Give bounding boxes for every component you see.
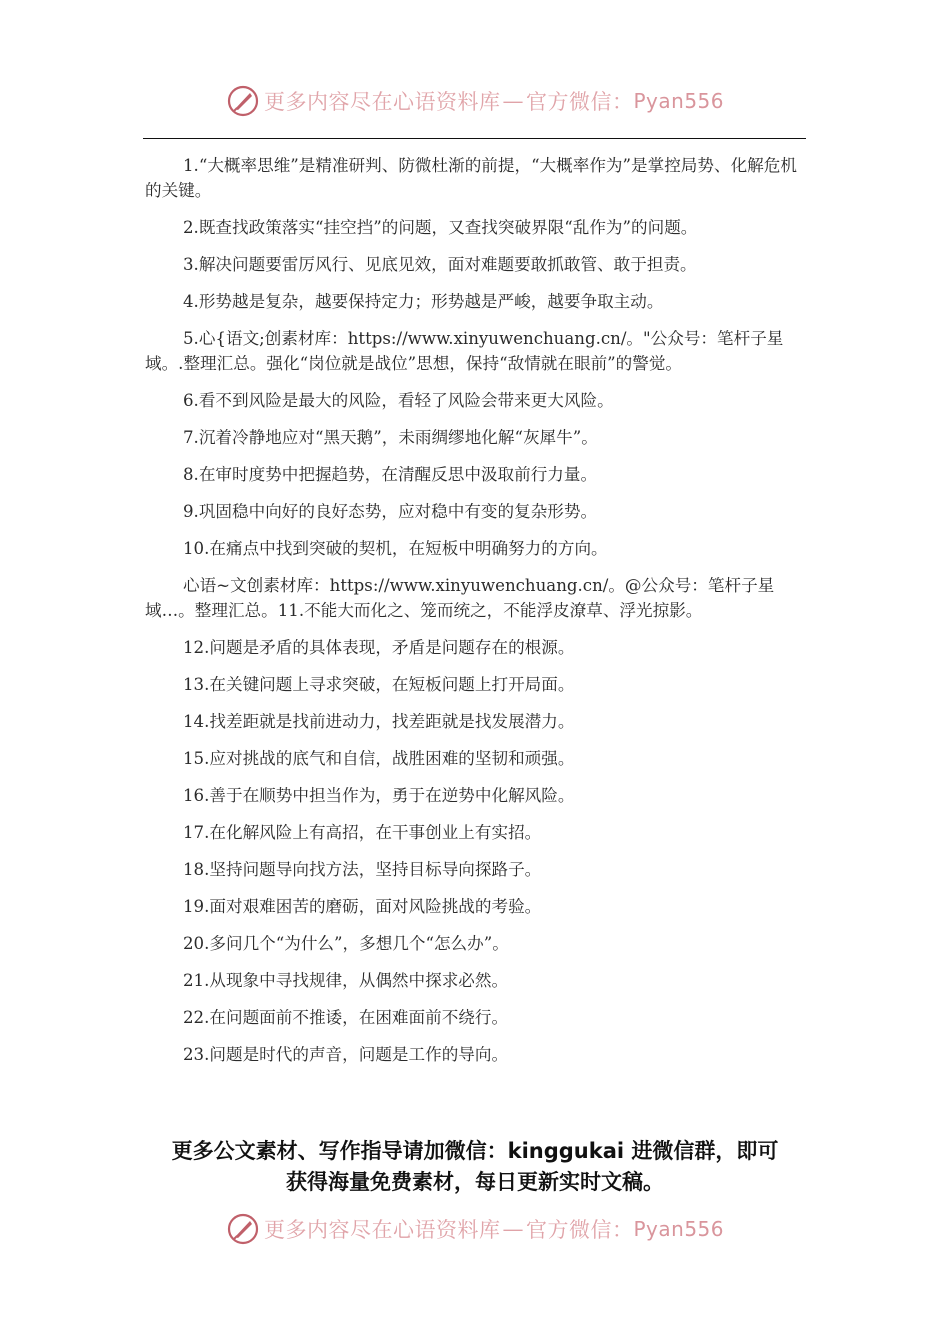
wechat-label: 官方微信： bbox=[525, 1218, 634, 1242]
header-divider bbox=[143, 138, 806, 139]
paragraph: 1.“大概率思维”是精准研判、防微杜渐的前提，“大概率作为”是掌控局势、化解危机的关键。 bbox=[145, 156, 797, 200]
brand-text: 更多内容尽在心语资料库 bbox=[263, 1218, 501, 1242]
paragraph: 16.善于在顺势中担当作为，勇于在逆势中化解风险。 bbox=[183, 786, 575, 805]
paragraph: 7.沉着冷静地应对“黑天鹅”，未雨绸缪地化解“灰犀牛”。 bbox=[183, 428, 598, 447]
brand-separator: — bbox=[502, 89, 524, 113]
wechat-id: Pyan556 bbox=[633, 1217, 724, 1241]
quill-logo-icon bbox=[226, 84, 260, 118]
footer-watermark bbox=[0, 1212, 950, 1246]
header-watermark bbox=[0, 84, 950, 118]
quill-logo-icon bbox=[226, 1212, 260, 1246]
paragraph: 6.看不到风险是最大的风险，看轻了风险会带来更大风险。 bbox=[183, 391, 614, 410]
paragraph: 23.问题是时代的声音，问题是工作的导向。 bbox=[183, 1045, 509, 1064]
paragraph: 8.在审时度势中把握趋势，在清醒反思中汲取前行力量。 bbox=[183, 465, 598, 484]
wechat-label: 官方微信： bbox=[525, 90, 634, 114]
paragraph: 21.从现象中寻找规律，从偶然中探求必然。 bbox=[183, 971, 509, 990]
paragraph: 2.既查找政策落实“挂空挡”的问题，又查找突破界限“乱作为”的问题。 bbox=[183, 218, 698, 237]
wechat-id: Pyan556 bbox=[633, 89, 724, 113]
paragraph: 19.面对艰难困苦的磨砺，面对风险挑战的考验。 bbox=[183, 897, 542, 916]
paragraph: 15.应对挑战的底气和自信，战胜困难的坚韧和顽强。 bbox=[183, 749, 575, 768]
paragraph: 17.在化解风险上有高招，在干事创业上有实招。 bbox=[183, 823, 542, 842]
promo-line-2: 获得海量免费素材，每日更新实时文稿。 bbox=[286, 1170, 664, 1194]
paragraph: 5.心{语文;创素材库：https://www.xinyuwenchuang.cn/。"公众号：笔杆子星域。.整理汇总。强化“岗位就是战位”思想，保持“敌情就在眼前”的警觉。 bbox=[145, 329, 784, 373]
paragraph: 12.问题是矛盾的具体表现，矛盾是问题存在的根源。 bbox=[183, 638, 575, 657]
paragraph: 9.巩固稳中向好的良好态势，应对稳中有变的复杂形势。 bbox=[183, 502, 598, 521]
paragraph: 10.在痛点中找到突破的契机，在短板中明确努力的方向。 bbox=[183, 539, 608, 558]
paragraph: 14.找差距就是找前进动力，找差距就是找发展潜力。 bbox=[183, 712, 575, 731]
brand-text: 更多内容尽在心语资料库 bbox=[263, 90, 501, 114]
brand-separator: — bbox=[502, 1217, 524, 1241]
paragraph: 3.解决问题要雷厉风行、见底见效，面对难题要敢抓敢管、敢于担责。 bbox=[183, 255, 697, 274]
paragraph: 13.在关键问题上寻求突破，在短板问题上打开局面。 bbox=[183, 675, 575, 694]
promo-footer bbox=[0, 1136, 950, 1198]
paragraph: 22.在问题面前不推诿，在困难面前不绕行。 bbox=[183, 1008, 509, 1027]
paragraph: 18.坚持问题导向找方法，坚持目标导向探路子。 bbox=[183, 860, 542, 879]
document-body bbox=[145, 153, 808, 1079]
promo-line-1: 更多公文素材、写作指导请加微信：kinggukai 进微信群，即可 bbox=[171, 1139, 779, 1163]
paragraph: 20.多问几个“为什么”，多想几个“怎么办”。 bbox=[183, 934, 509, 953]
paragraph: 心语~文创素材库：https://www.xinyuwenchuang.cn/。@公众号：笔杆子星域…。整理汇总。11.不能大而化之、笼而统之，不能浮皮潦草、浮光掠影。 bbox=[145, 576, 775, 620]
paragraph: 4.形势越是复杂，越要保持定力；形势越是严峻，越要争取主动。 bbox=[183, 292, 664, 311]
